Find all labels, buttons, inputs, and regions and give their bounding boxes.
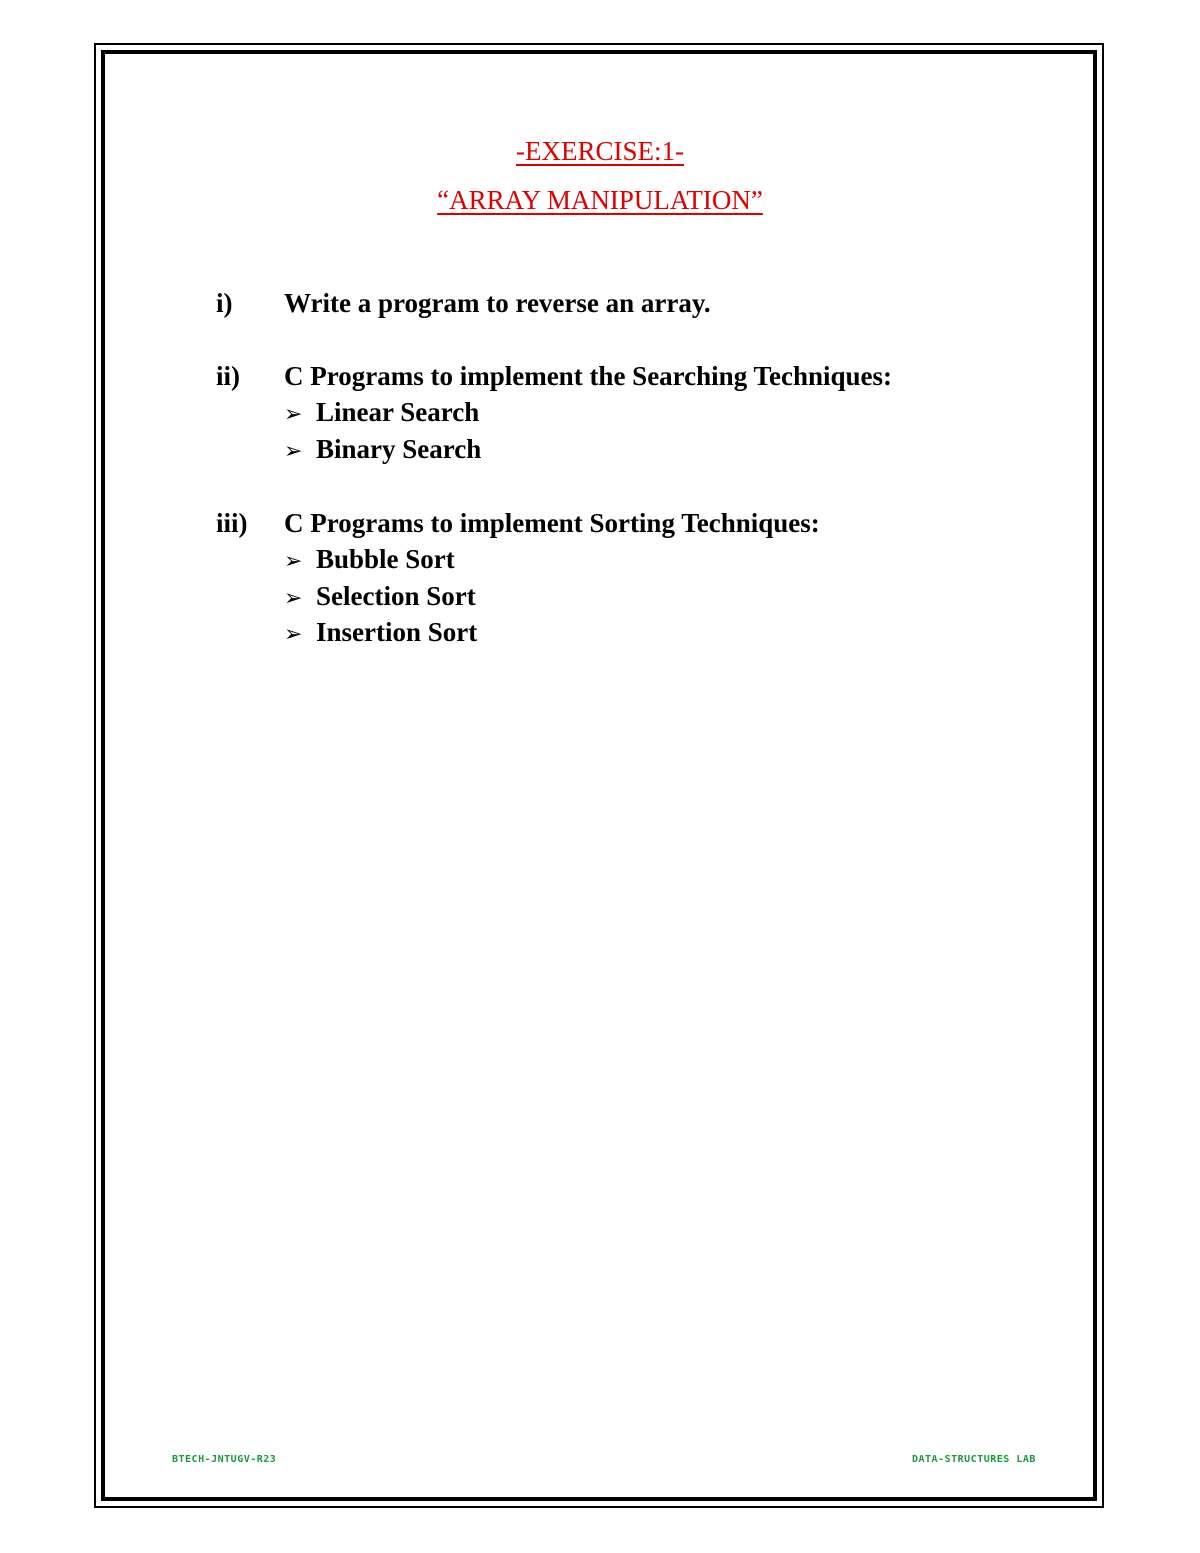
arrowhead-bullet-icon: ➢ — [284, 439, 303, 464]
sub-item-linear-search: ➢ Linear Search — [284, 397, 480, 427]
list-item-text: C Programs to implement the Searching Techniques: — [284, 361, 893, 391]
arrowhead-bullet-icon: ➢ — [284, 622, 303, 647]
arrowhead-bullet-icon: ➢ — [284, 402, 303, 427]
exercise-topic: “ARRAY MANIPULATION” — [437, 185, 763, 215]
sub-item-insertion-sort: ➢ Insertion Sort — [284, 617, 478, 647]
list-item-1 — [216, 288, 711, 319]
footer-course-code: BTECH-JNTUGV-R23 — [172, 1454, 277, 1465]
list-item-number: i) — [216, 288, 233, 318]
sub-item-selection-sort: ➢ Selection Sort — [284, 581, 476, 611]
list-item-3 — [216, 508, 820, 539]
footer-lab-name: DATA-STRUCTURES LAB — [912, 1454, 1036, 1465]
list-item-2 — [216, 361, 892, 392]
list-item-number: iii) — [216, 508, 248, 538]
list-item-number: ii) — [216, 361, 240, 391]
arrowhead-bullet-icon: ➢ — [284, 549, 303, 574]
exercise-title: -EXERCISE:1- — [516, 136, 684, 166]
arrowhead-bullet-icon: ➢ — [284, 586, 303, 611]
page-border-inner — [101, 50, 1097, 1501]
sub-item-binary-search: ➢ Binary Search — [284, 434, 482, 464]
list-item-text: Write a program to reverse an array. — [284, 288, 711, 318]
list-item-text: C Programs to implement Sorting Techniques: — [284, 508, 820, 538]
sub-item-bubble-sort: ➢ Bubble Sort — [284, 544, 455, 574]
